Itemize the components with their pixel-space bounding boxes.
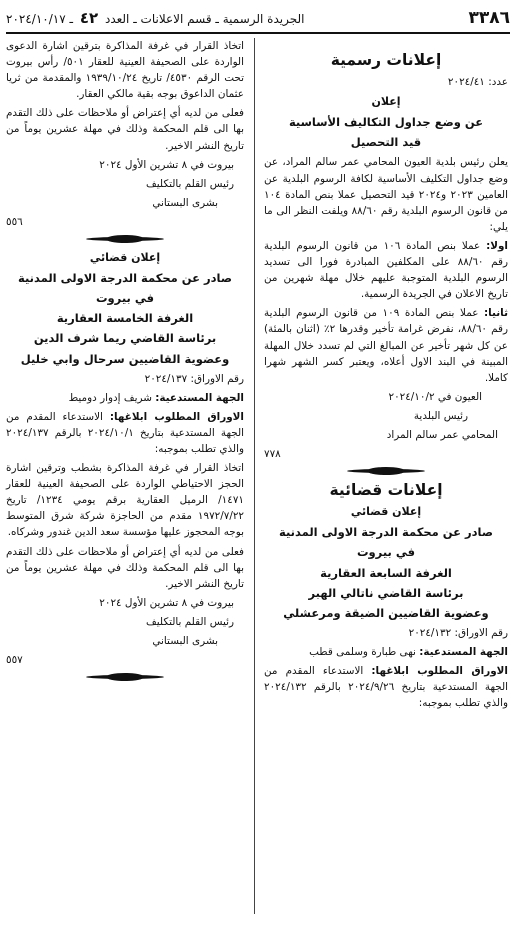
ad-paragraph-first [264,238,508,302]
documents-to-notify [6,409,244,457]
objection-notice: فعلى من لديه أي إعتراض أو ملاحظات على ذلك التقدم بها الى قلم المحكمة وذلك في مهلة عشرين يوماً من تاريخ النشر الاخير. [6,107,244,152]
ad-label: إعلان [371,95,401,109]
court-name: صادر عن محكمة الدرجة الاولى المدنية [279,525,493,540]
requesting-party [264,644,508,660]
court-members: وعضوية القاضيين الضيقة ومرعشلي [283,605,489,620]
ad-subject-line-2: قيد التحصيل [350,135,422,150]
court-city: في بيروت [95,291,155,306]
judicial-ad-label: إعلان قضائي [89,251,161,265]
header-date: ـ ٢٠٢٤/١٠/١٧ [6,12,73,26]
left-column [6,38,244,688]
continued-reference: ٥٥٦ [6,215,23,228]
ad-signer-role: رئيس القلم بالتكليف [146,615,234,628]
continued-request: اتخاذ القرار في غرفة المذاكرة بترقين اشارة الدعوى الواردة على الصحيفة العينية للعقار ٥٠١/ رأس بيروت تحت الرقم ٤٥٣٠/ تاريخ ١٩٣٩/١٠/٢٤ والمقدمة من ثريا عثمان الداعوق بوجه بقية مالكي العقار. [6,40,245,101]
column-divider [254,38,255,914]
documents-label: الاوراق المطلوب ابلاغها: [371,665,508,677]
documents-text: الاستدعاء المقدم من الجهة المستدعية بتاريخ ٢٠٢٤/٩/٢٦ بالرقم ٢٠٢٤/١٣٢ والذي تطلب بموجبه: [264,665,508,710]
ad-date: بيروت في ٨ تشرين الأول ٢٠٢٤ [99,596,234,609]
issue-number: ٤٢ [79,9,99,27]
separator-ornament [6,672,244,682]
ad-signer-name: المحامي عمر سالم المراد [386,428,498,441]
header-rule [6,32,510,34]
court-city: في بيروت [356,545,416,560]
ad-paragraph-second [264,305,508,385]
ad-first-lead: اولا: [486,239,508,252]
documents-text: الاستدعاء المقدم من الجهة المستدعية بتاريخ ٢٠٢٤/١٠/١ بالرقم ٢٠٢٤/١٣٧ والذي تطلب بموجبه: [6,410,244,455]
judicial-ad-label: إعلان قضائي [350,505,422,519]
official-ads-title: إعلانات رسمية [330,51,442,69]
court-name: صادر عن محكمة الدرجة الاولى المدنية [18,271,232,286]
court-chamber: الغرفة الخامسة العقارية [56,311,194,326]
separator-ornament [264,466,508,476]
papers-number: رقم الاوراق: ٢٠٢٤/١٣٢ [408,626,508,639]
ad-reference: ٧٧٨ [264,448,281,461]
ad-first-text: عملا بنص المادة ١٠٦ من قانون الرسوم البلدية رقم ٨٨/٦٠ على المكلفين المبادرة فورا الى تسديد الرسوم البلدية المتوجبة عليهم خلال مهلة شهرين من تاريخ الاعلان في الجريدة الرسمية. [264,239,508,301]
ad-reference: ٥٥٧ [6,654,23,667]
ad-second-lead: ثانيا: [483,307,508,320]
separator-ornament [6,234,244,244]
page-number: ٣٣٨٦ [468,8,510,28]
right-column [264,38,508,714]
continued-signer-name: بشرى البستاني [152,196,218,209]
objection-notice: فعلى من لديه أي إعتراض أو ملاحظات على ذلك التقدم بها الى قلم المحكمة وذلك في مهلة عشرين يوماً من تاريخ النشر الاخير. [6,545,244,590]
continued-signer-role: رئيس القلم بالتكليف [146,177,234,190]
header-title [6,9,304,27]
court-judge: برئاسة القاضي ريما شرف الدين [33,331,217,346]
documents-to-notify [264,663,508,711]
ad-date: العيون في ٢٠٢٤/١٠/٢ [388,390,482,403]
requesting-party-value: نهى طبارة وسلمى قطب [309,645,416,658]
ad-paragraph-intro: يعلن رئيس بلدية العيون المحامي عمر سالم المراد، عن وضع جداول التكليف الأساسية لكافة الرسوم البلدية عن العامين ٢٠٢٣ و٢٠٢٤ قيد التحصيل عملا بنص المادة ١٠٤ من قانون الرسوم البلدية رقم ٨٨/٦٠ ويلفت النظر الى ما يلي: [264,156,508,233]
ad-subject-line-1: عن وضع جداول التكاليف الأساسية [288,115,484,130]
ad-number: عدد: ٢٠٢٤/٤١ [447,76,508,89]
court-chamber: الغرفة السابعة العقارية [320,565,452,580]
continued-date: بيروت في ٨ تشرين الأول ٢٠٢٤ [99,158,234,171]
header-title-text: الجريدة الرسمية ـ قسم الاعلانات ـ العدد [104,12,305,26]
lift-seizure-request: اتخاذ القرار في غرفة المذاكرة بشطب وترقين اشارة الحجز الاحتياطي الواردة على الصحيفة العينية للعقار ١٤٧١/ الرميل العقارية برقم يومي ١٢٣٤/ تاريخ ١٩٧٢/٧/٢٢ مقدم من الحاجزة شركة شرق المتوسط بوجه المحجوز عليها مؤسسة سعد الدين غندور وشركاه. [6,462,244,539]
requesting-party-label: الجهة المستدعية: [419,645,508,658]
requesting-party [6,390,244,406]
ad-second-text: عملا بنص المادة ١٠٩ من قانون الرسوم البلدية رقم ٨٨/٦٠، نفرض غرامة تأخير وقدرها ٢٪ (اثنان بالمئة) عن كل شهر تأخير عن المبالغ التي لم تسدد خلال المهلة المبينة في البند الاول أعلاه، ويعتبر كسر الشهر شهرا كاملا. [264,307,508,384]
ad-signer-name: بشرى البستاني [152,635,218,647]
ad-signer-role: رئيس البلدية [413,409,468,422]
judicial-ads-title: إعلانات قضائية [329,481,443,500]
requesting-party-label: الجهة المستدعية: [155,391,244,404]
court-members: وعضوية القاضيين سرحال وابي خليل [20,351,230,366]
papers-number: رقم الاوراق: ٢٠٢٤/١٣٧ [144,372,244,385]
court-judge: برئاسة القاضي ناتالي الهبر [308,585,464,600]
requesting-party-value: شريف إدوار دوميط [68,391,152,404]
page-header [6,6,510,30]
documents-label: الاوراق المطلوب ابلاغها: [109,410,244,423]
